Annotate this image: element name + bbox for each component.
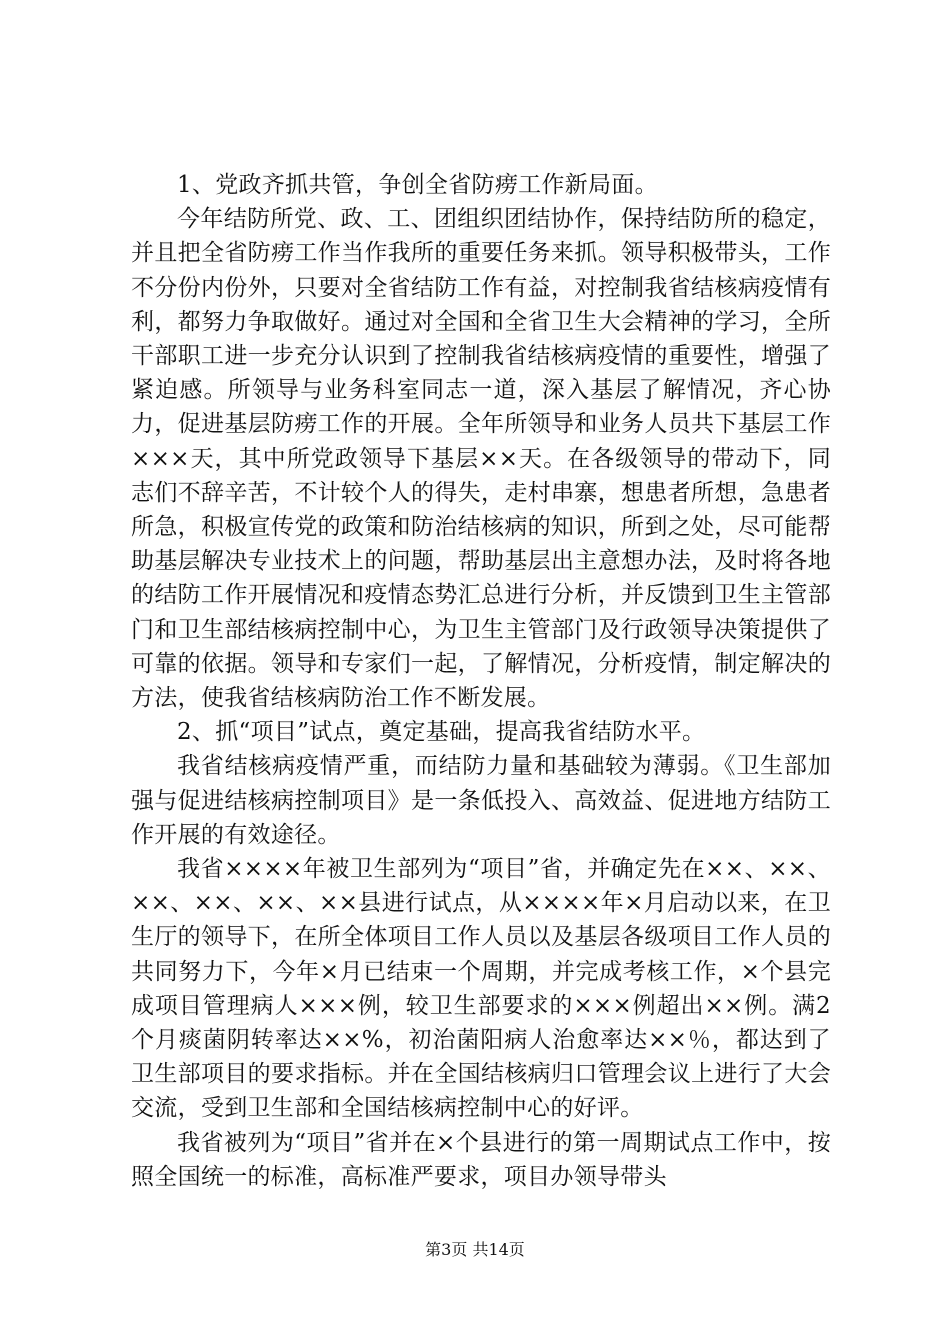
body-paragraph: 我省××××年被卫生部列为“项目”省，并确定先在××、××、××、××、××、××县进行试点，从××××年×月启动以来，在卫生厅的领导下，在所全体项目工作人员以及基层各级项目工作人员的共同努力下，今年×月已结束一个周期，并完成考核工作，×个县完成项目管理病人×××例，较卫生部要求的×××例超出××例。满2个月痰菌阴转率达××%，初治菌阳病人治愈率达××％，都达到了卫生部项目的要求指标。并在全国结核病归口管理会议上进行了大会交流，受到卫生部和全国结核病控制中心的好评。	[131, 856, 831, 1122]
document-body	[131, 168, 831, 1194]
page-footer: 第3页 共14页	[425, 1240, 525, 1259]
section-heading-1: 1、党政齐抓共管，争创全省防痨工作新局面。	[177, 172, 658, 198]
body-paragraph: 我省结核病疫情严重，而结防力量和基础较为薄弱。《卫生部加强与促进结核病控制项目》是一条低投入、高效益、促进地方结防工作开展的有效途径。	[131, 753, 831, 848]
section-heading-2: 2、抓“项目”试点，奠定基础，提高我省结防水平。	[177, 719, 706, 746]
body-paragraph: 我省被列为“项目”省并在×个县进行的第一周期试点工作中，按照全国统一的标准，高标准严要求，项目办领导带头	[131, 1129, 831, 1190]
body-paragraph: 今年结防所党、政、工、团组织团结协作，保持结防所的稳定，并且把全省防痨工作当作我所的重要任务来抓。领导积极带头，工作不分份内份外，只要对全省结防工作有益，对控制我省结核病疫情有利，都努力争取做好。通过对全国和全省卫生大会精神的学习，全所干部职工进一步充分认识到了控制我省结核病疫情的重要性，增强了紧迫感。所领导与业务科室同志一道，深入基层了解情况，齐心协力，促进基层防痨工作的开展。全年所领导和业务人员共下基层工作×××天，其中所党政领导下基层××天。在各级领导的带动下，同志们不辞辛苦，不计较个人的得失，走村串寨，想患者所想，急患者所急，积极宣传党的政策和防治结核病的知识，所到之处，尽可能帮助基层解决专业技术上的问题，帮助基层出主意想办法，及时将各地的结防工作开展情况和疫情态势汇总进行分析，并反馈到卫生主管部门和卫生部结核病控制中心，为卫生主管部门及行政领导决策提供了可靠的依据。领导和专家们一起，了解情况，分析疫情，制定解决的方法，使我省结核病防治工作不断发展。	[131, 206, 831, 712]
